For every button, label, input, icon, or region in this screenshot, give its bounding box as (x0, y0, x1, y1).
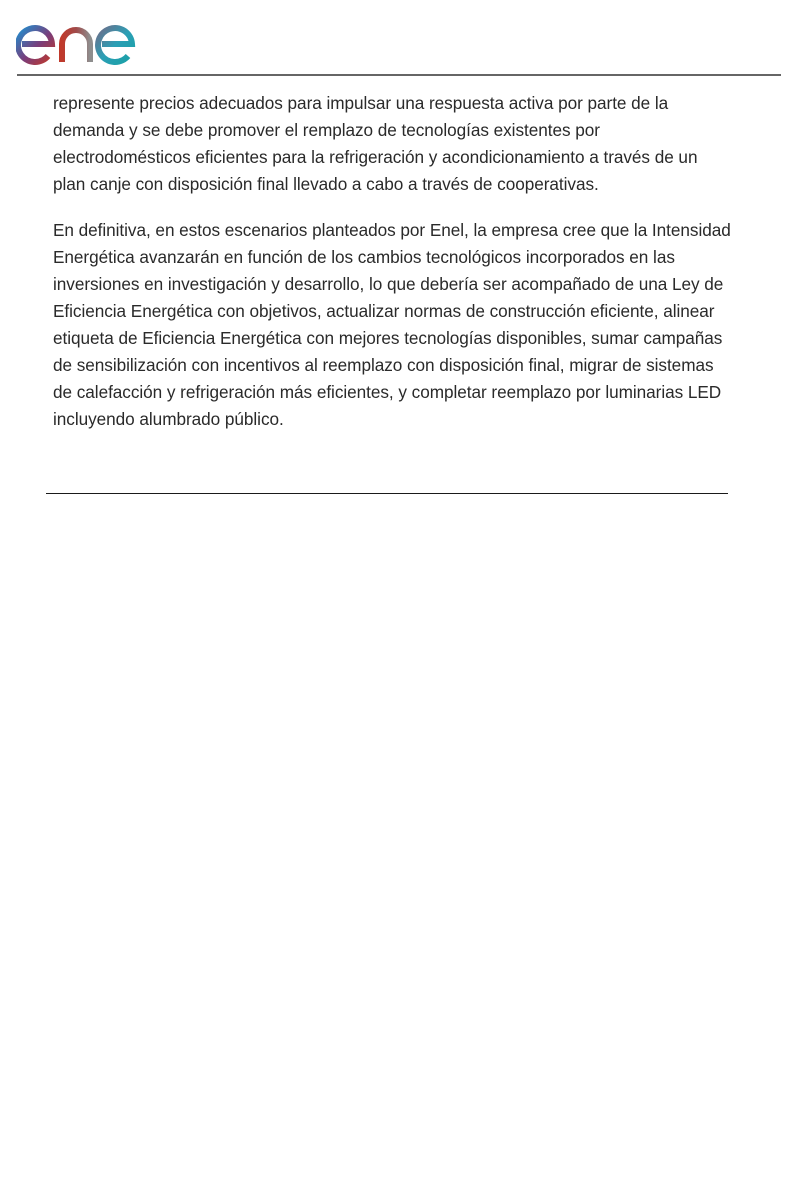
article-body (53, 90, 733, 452)
page-header (0, 0, 800, 76)
article-paragraph: represente precios adecuados para impulsar una respuesta activa por parte de la demanda y se debe promover el remplazo de tecnologías existentes por electrodomésticos eficientes para la refrigeración y acondicionamiento a través de un plan canje con disposición final llevado a cabo a través de cooperativas. (53, 93, 698, 194)
header-divider (17, 74, 781, 76)
enel-logo[interactable] (16, 6, 172, 68)
article-end-divider (46, 493, 728, 494)
article-paragraph: En definitiva, en estos escenarios planteados por Enel, la empresa cree que la Intensidad Energética avanzarán en función de los cambios tecnológicos incorporados en las inversiones en investigación y desarrollo, lo que debería ser acompañado de una Ley de Eficiencia Energética con objetivos, actualizar normas de construcción eficiente, alinear etiqueta de Eficiencia Energética con mejores tecnologías disponibles, sumar campañas de sensibilización con incentivos al reemplazo con disposición final, migrar de sistemas de calefacción y refrigeración más eficientes, y completar reemplazo por luminarias LED incluyendo alumbrado público. (53, 220, 731, 429)
